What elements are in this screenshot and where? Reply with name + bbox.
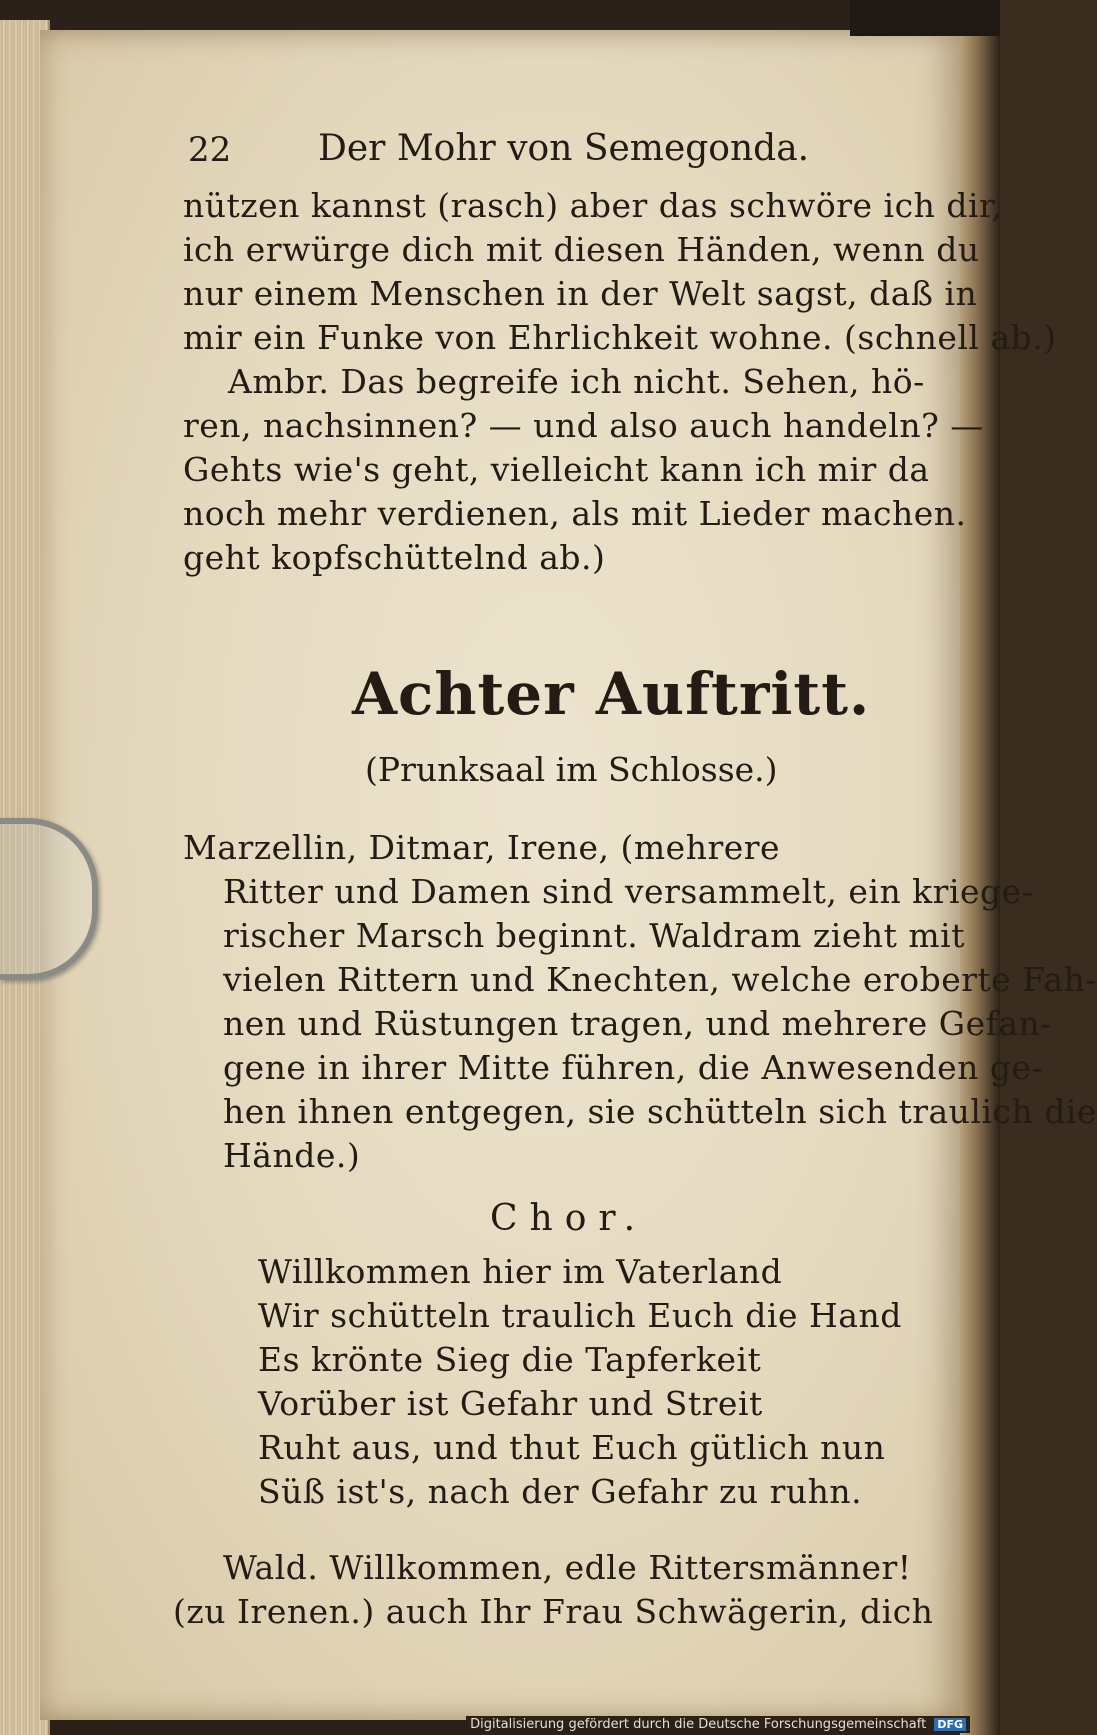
stage-direction-line: Hände.) (223, 1136, 361, 1175)
chorus-title: Chor. (490, 1198, 648, 1239)
digitization-credit (466, 1716, 970, 1733)
text-line: ren, nachsinnen? — und also auch handeln? — (183, 406, 984, 445)
text-line: nützen kannst (rasch) aber das schwöre ich dir, (183, 186, 1003, 225)
text-line: ich erwürge dich mit diesen Händen, wenn du (183, 230, 980, 269)
text-line: noch mehr verdienen, als mit Lieder machen. (183, 494, 967, 533)
page-number: 22 (188, 130, 232, 170)
dialogue-line: Wald. Willkommen, edle Rittersmänner! (223, 1548, 912, 1587)
running-title: Der Mohr von Semegonda. (318, 128, 810, 169)
text-line: nur einem Menschen in der Welt sagst, daß in (183, 274, 978, 313)
verse-line: Wir schütteln traulich Euch die Hand (258, 1296, 902, 1335)
scan-background-corner (850, 0, 1000, 36)
dialogue-line: (zu Irenen.) auch Ihr Frau Schwägerin, dich (173, 1592, 934, 1631)
verse-line: Vorüber ist Gefahr und Streit (258, 1384, 763, 1423)
verse-line: Willkommen hier im Vaterland (258, 1252, 783, 1291)
stage-direction-line: hen ihnen entgegen, sie schütteln sich traulich die (223, 1092, 1097, 1131)
text-line: geht kopfschüttelnd ab.) (183, 538, 606, 577)
scene-heading: Achter Auftritt. (352, 660, 871, 728)
text-line: Gehts wie's geht, vielleicht kann ich mir da (183, 450, 930, 489)
credit-text: Digitalisierung gefördert durch die Deutsche Forschungsgemeinschaft (470, 1717, 927, 1732)
verse-line: Süß ist's, nach der Gefahr zu ruhn. (258, 1472, 863, 1511)
verse-line: Ruht aus, und thut Euch gütlich nun (258, 1428, 886, 1467)
text-line: mir ein Funke von Ehrlichkeit wohne. (schnell ab.) (183, 318, 1057, 357)
stage-direction-line: rischer Marsch beginnt. Waldram zieht mit (223, 916, 965, 955)
stage-direction-line: nen und Rüstungen tragen, und mehrere Gefan- (223, 1004, 1052, 1043)
stage-direction-line: vielen Rittern und Knechten, welche eroberte Fah- (223, 960, 1097, 999)
scene-setting: (Prunksaal im Schlosse.) (365, 750, 778, 789)
text-line: Ambr. Das begreife ich nicht. Sehen, hö- (228, 362, 925, 401)
dfg-logo: DFG (934, 1718, 966, 1731)
stage-direction-line: Ritter und Damen sind versammelt, ein kriege- (223, 872, 1034, 911)
stage-direction-line: gene in ihrer Mitte führen, die Anwesenden ge- (223, 1048, 1044, 1087)
stage-direction-line: Marzellin, Ditmar, Irene, (mehrere (183, 828, 781, 867)
verse-line: Es krönte Sieg die Tapferkeit (258, 1340, 762, 1379)
